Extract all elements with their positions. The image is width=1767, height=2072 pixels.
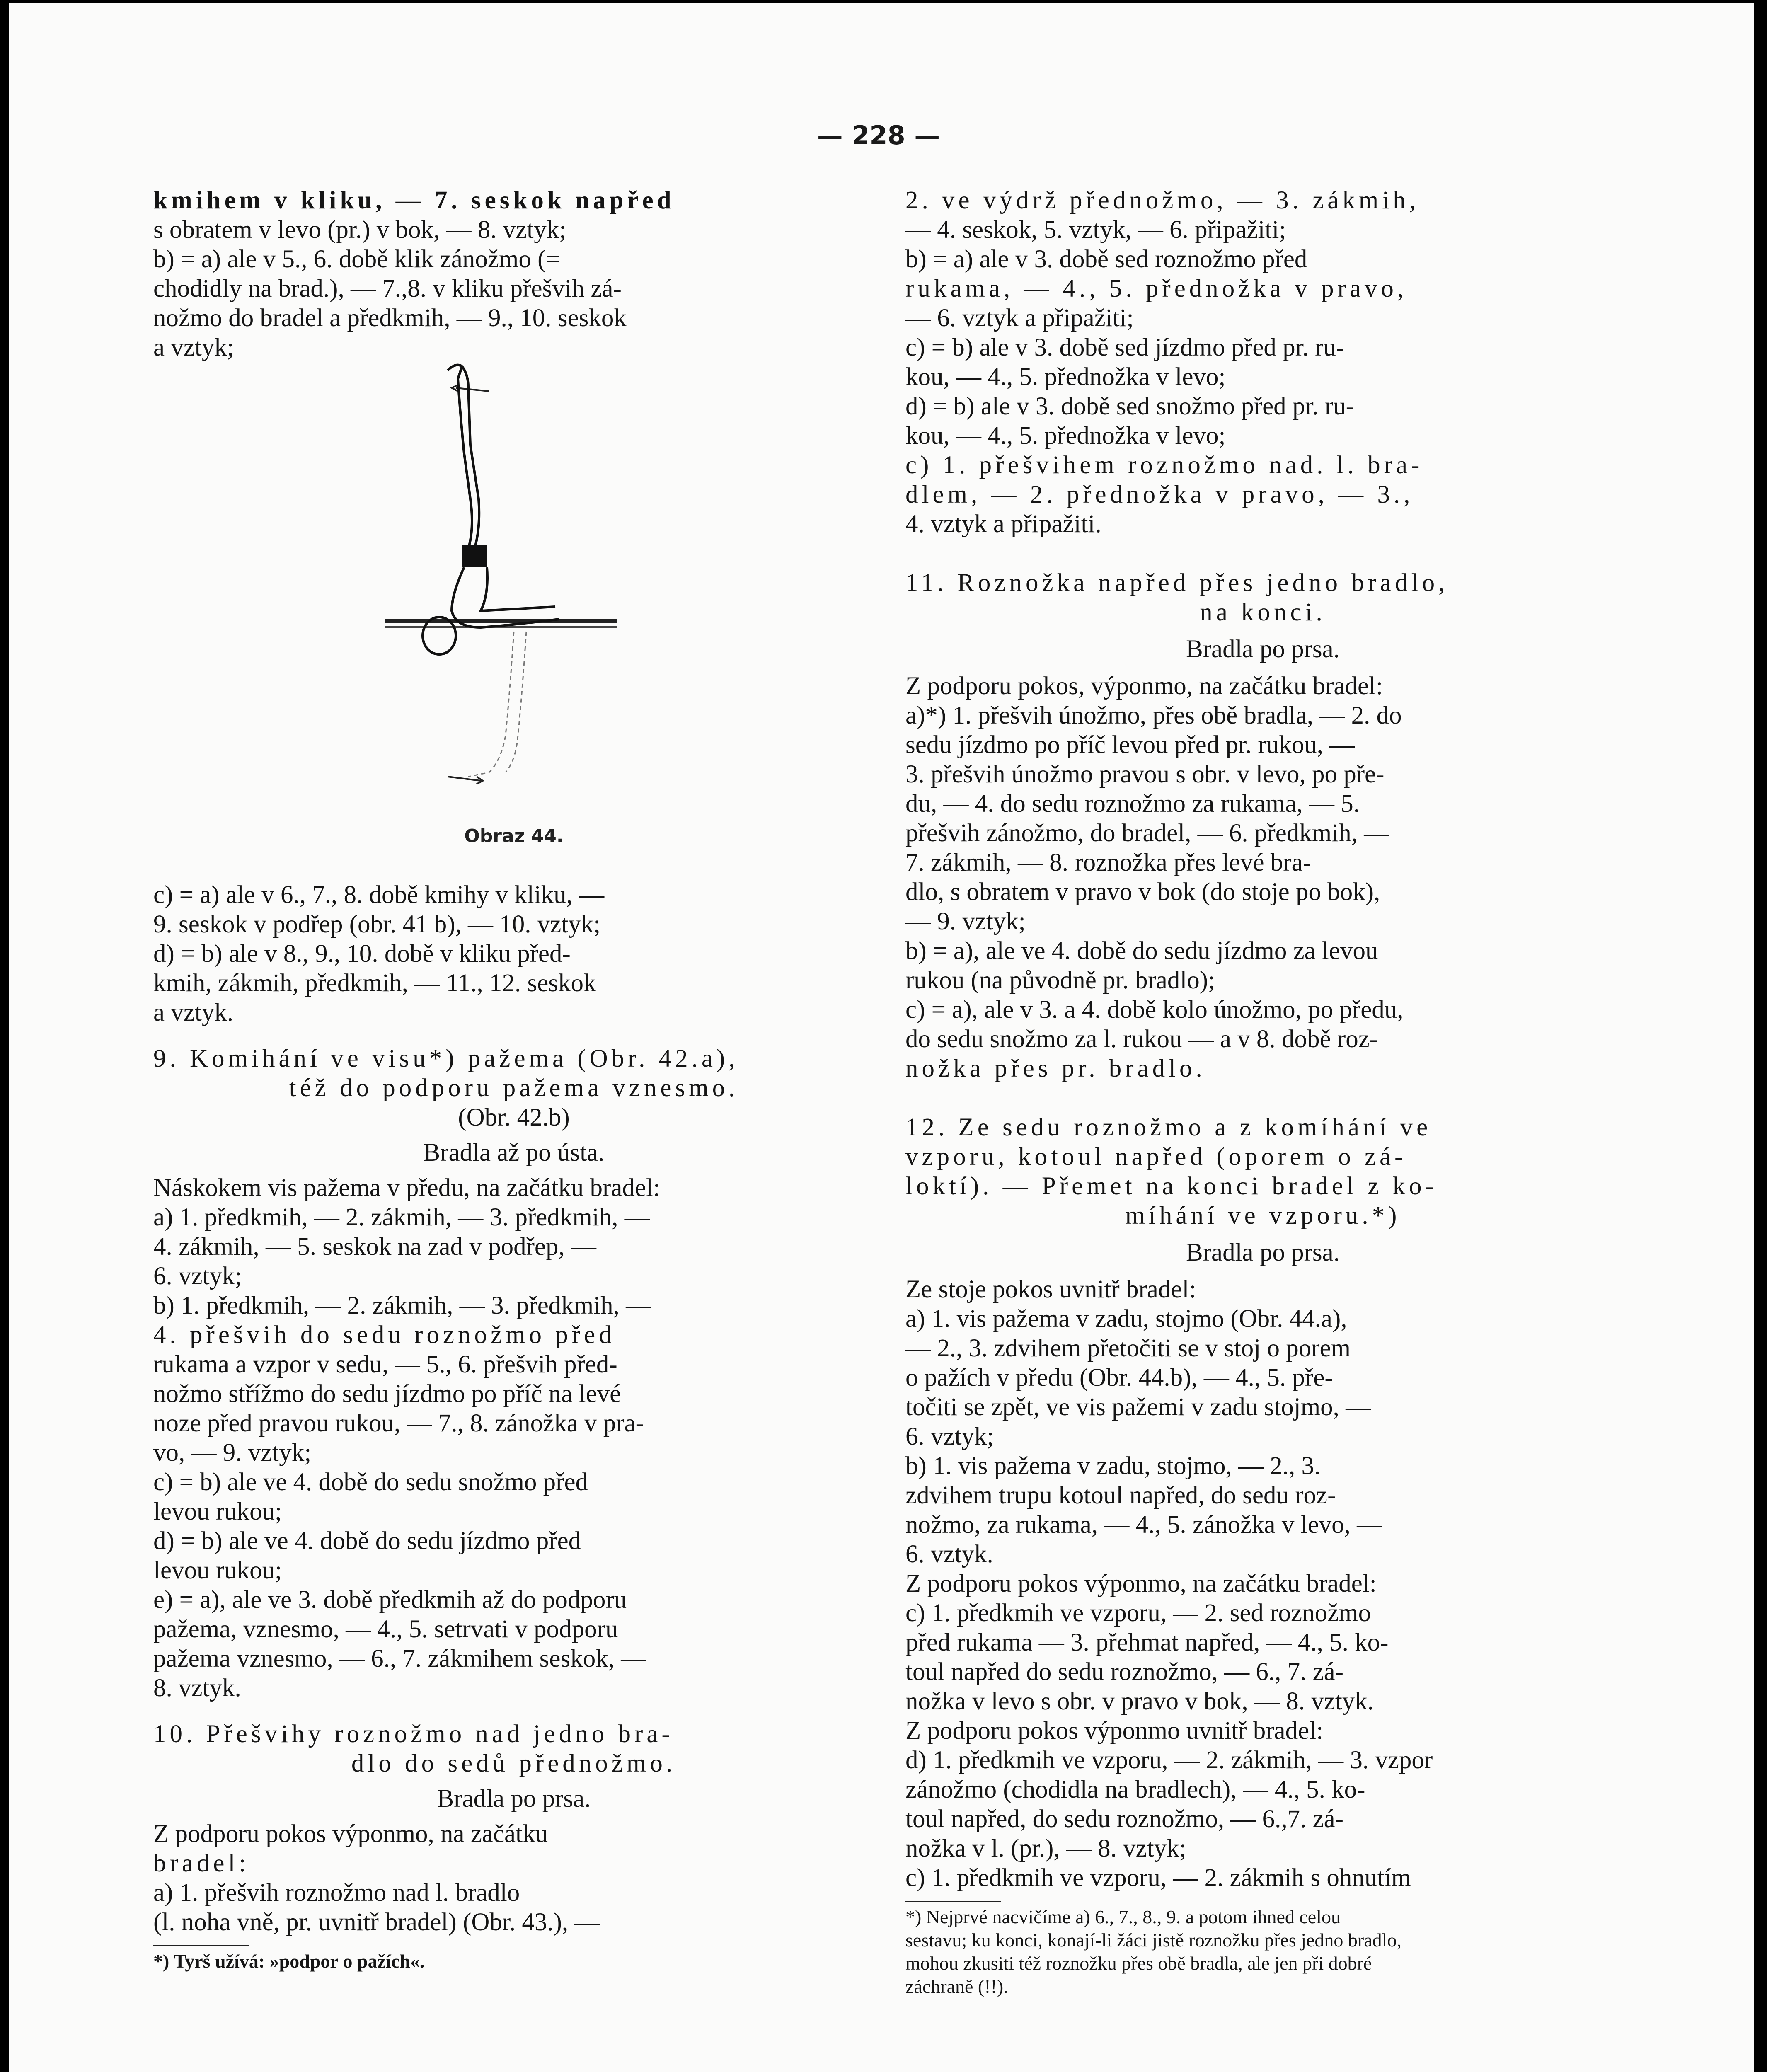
- text-line: rukama, — 4., 5. přednožka v pravo,: [905, 275, 1408, 303]
- text-line: zánožmo (chodidla na bradlech), — 4., 5. ko-: [905, 1776, 1365, 1803]
- text-line: b) 1. předkmih, — 2. zákmih, — 3. předkmih, —: [153, 1292, 651, 1319]
- footnote-rule: [153, 1945, 249, 1946]
- text-line: nožka v l. (pr.), — 8. vztyk;: [905, 1835, 1186, 1862]
- text-line: 6. vztyk;: [905, 1423, 994, 1450]
- gymnast-arm-right: [481, 567, 555, 611]
- right-text-block-a: [905, 186, 1620, 539]
- text-line: c) 1. přešvihem roznožmo nad. l. bra-: [905, 451, 1423, 479]
- text-line: nožka v levo s obr. v pravo v bok, — 8. vztyk.: [905, 1687, 1374, 1715]
- text-line: c) = b) ale ve 4. době do sedu snožmo před: [153, 1468, 588, 1496]
- heading-line: vzporu, kotoul napřed (oporem o zá-: [905, 1143, 1407, 1171]
- text-line: kmihem v kliku, — 7. seskok napřed: [153, 186, 675, 214]
- gymnast-shorts: [462, 545, 487, 567]
- gymnast-figure: [385, 362, 651, 818]
- heading-line: míhání ve vzporu.*): [1125, 1202, 1401, 1230]
- text-line: a) 1. přešvih roznožmo nad l. bradlo: [153, 1879, 520, 1907]
- text-line: nožmo, za rukama, — 4., 5. zánožka v levo, —: [905, 1511, 1382, 1539]
- text-line: c) 1. předkmih ve vzporu, — 2. zákmih s ohnutím: [905, 1864, 1411, 1892]
- ghost-figure-leg: [468, 632, 514, 777]
- text-line: — 9. vztyk;: [905, 908, 1026, 935]
- footnote: *) Tyrš užívá: »podpor o pažích«.: [153, 1951, 425, 1972]
- text-line: chodidly na brad.), — 7.,8. v kliku přešvih zá-: [153, 275, 622, 303]
- section-10-heading: [153, 1719, 874, 1778]
- heading-line: 10. Přešvihy roznožmo nad jedno bra-: [153, 1720, 674, 1748]
- section-12-heading: [905, 1113, 1620, 1230]
- heading-line: dlo do sedů přednožmo.: [351, 1750, 677, 1777]
- text-line: nožmo do bradel a předkmih, — 9., 10. seskok: [153, 304, 627, 332]
- text-line: Ze stoje pokos uvnitř bradel:: [905, 1276, 1196, 1303]
- figure-caption: Obraz 44.: [464, 825, 564, 847]
- bar-rail: [385, 619, 617, 623]
- left-column: [153, 186, 874, 1973]
- text-line: Z podporu pokos výponmo, na začátku bradel:: [905, 1570, 1377, 1598]
- text-line: (l. noha vně, pr. uvnitř bradel) (Obr. 43.), —: [153, 1908, 600, 1936]
- text-line: nožmo střížmo do sedu jízdmo po příč na levé: [153, 1380, 621, 1408]
- text-line: vo, — 9. vztyk;: [153, 1439, 312, 1467]
- text-line: b) = a), ale ve 4. době do sedu jízdmo za levou: [905, 937, 1378, 965]
- text-line: bradel:: [153, 1849, 250, 1877]
- text-line: před rukama — 3. přehmat napřed, — 4., 5. ko-: [905, 1629, 1389, 1656]
- footnote: [905, 1905, 1620, 1998]
- text-line: dlem, — 2. přednožka v pravo, — 3.,: [905, 481, 1414, 508]
- footnote-line: mohou zkusiti též roznožku přes obě bradla, ale jen při dobré: [905, 1953, 1372, 1974]
- text-line: kou, — 4., 5. přednožka v levo;: [905, 363, 1226, 391]
- text-line: toul napřed, do sedu roznožmo, — 6.,7. zá-: [905, 1805, 1344, 1833]
- text-line: c) = b) ale v 3. době sed jízdmo před pr. ru-: [905, 334, 1345, 361]
- footnote-line: záchraně (!!).: [905, 1976, 1008, 1997]
- text-line: a vztyk;: [153, 334, 234, 361]
- text-line: přešvih zánožmo, do bradel, — 6. předkmih, —: [905, 819, 1389, 847]
- text-line: d) 1. předkmih ve vzporu, — 2. zákmih, — 3. vzpor: [905, 1746, 1433, 1774]
- heading-line: (Obr. 42.b): [458, 1104, 570, 1131]
- text-line: pažema, vznesmo, — 4., 5. setrvati v podporu: [153, 1615, 618, 1643]
- section-11-heading: [905, 568, 1620, 627]
- text-line: a) 1. vis pažema v zadu, stojmo (Obr. 44.a),: [905, 1305, 1347, 1333]
- heading-line: 9. Komihání ve visu*) pažema (Obr. 42.a),: [153, 1045, 739, 1072]
- text-line: do sedu snožmo za l. rukou — a v 8. době roz-: [905, 1025, 1378, 1053]
- heading-line: na konci.: [1200, 598, 1326, 626]
- text-line: Z podporu pokos, výponmo, na začátku bradel:: [905, 672, 1383, 700]
- text-line: nožka přes pr. bradlo.: [905, 1055, 1206, 1082]
- text-line: d) = b) ale ve 4. době do sedu jízdmo před: [153, 1527, 581, 1555]
- left-text-block-b: [153, 880, 874, 1027]
- gymnast-torso-arm: [452, 567, 559, 627]
- text-line: b) = a) ale v 5., 6. době klik zánožmo (=: [153, 245, 560, 273]
- text-line: 9. seskok v podřep (obr. 41 b), — 10. vztyk;: [153, 910, 601, 938]
- section-12-text: [905, 1275, 1620, 1893]
- text-line: 4. vztyk a připažiti.: [905, 510, 1101, 538]
- text-line: točiti se zpět, ve vis pažemi v zadu stojmo, —: [905, 1393, 1371, 1421]
- text-line: sedu jízdmo po příč levou před pr. rukou, —: [905, 731, 1355, 759]
- text-line: — 2., 3. zdvihem přetočiti se v stoj o porem: [905, 1334, 1351, 1362]
- text-line: 4. zákmih, — 5. seskok na zad v podřep, —: [153, 1233, 596, 1261]
- text-line: rukou (na původně pr. bradlo);: [905, 966, 1215, 994]
- footnote-line: *) Nejprvé nacvičíme a) 6., 7., 8., 9. a potom ihned celou: [905, 1906, 1341, 1927]
- arrow-bottom: [448, 777, 481, 781]
- text-line: noze před pravou rukou, — 7., 8. zánožka v pra-: [153, 1409, 644, 1437]
- text-line: Z podporu pokos výponmo, na začátku: [153, 1820, 548, 1848]
- text-line: levou rukou;: [153, 1556, 282, 1584]
- heading-line: 12. Ze sedu roznožmo a z komíhání ve: [905, 1113, 1432, 1141]
- text-line: 7. zákmih, — 8. roznožka přes levé bra-: [905, 849, 1312, 876]
- scan-border-right: [1754, 0, 1767, 2072]
- section-9-subheading: Bradla až po ústa.: [423, 1139, 605, 1167]
- text-line: b) = a) ale v 3. době sed roznožmo před: [905, 245, 1307, 273]
- text-line: du, — 4. do sedu roznožmo za rukama, — 5.: [905, 790, 1360, 818]
- text-line: e) = a), ale ve 3. době předkmih až do podporu: [153, 1586, 627, 1614]
- text-line: c) 1. předkmih ve vzporu, — 2. sed roznožmo: [905, 1599, 1371, 1627]
- text-line: — 4. seskok, 5. vztyk, — 6. připažiti;: [905, 216, 1286, 244]
- text-line: 2. ve výdrž přednožmo, — 3. zákmih,: [905, 186, 1419, 214]
- right-column: [905, 186, 1620, 1998]
- heading-line: loktí). — Přemet na konci bradel z ko-: [905, 1172, 1438, 1200]
- text-line: d) = b) ale v 8., 9., 10. době v kliku před-: [153, 940, 571, 968]
- text-line: c) = a), ale v 3. a 4. době kolo únožmo, po předu,: [905, 996, 1404, 1024]
- text-line: a) 1. předkmih, — 2. zákmih, — 3. předkmih, —: [153, 1203, 650, 1231]
- section-9-heading: [153, 1044, 874, 1132]
- text-line: toul napřed do sedu roznožmo, — 6., 7. zá-: [905, 1658, 1344, 1686]
- section-11-subheading: Bradla po prsa.: [1186, 635, 1340, 663]
- text-line: a)*) 1. přešvih únožmo, přes obě bradla, — 2. do: [905, 702, 1402, 729]
- left-text-block-a: [153, 186, 874, 362]
- footnote-rule: [905, 1901, 1001, 1902]
- text-line: s obratem v levo (pr.) v bok, — 8. vztyk;: [153, 216, 566, 244]
- section-11-text: [905, 671, 1620, 1083]
- text-line: 6. vztyk.: [905, 1540, 993, 1568]
- text-line: — 6. vztyk a připažiti;: [905, 304, 1134, 332]
- text-line: 4. přešvih do sedu roznožmo před: [153, 1321, 615, 1349]
- text-line: a vztyk.: [153, 999, 234, 1026]
- text-line: pažema vznesmo, — 6., 7. zákmihem seskok, —: [153, 1645, 646, 1673]
- text-line: c) = a) ale v 6., 7., 8. době kmihy v kliku, —: [153, 881, 605, 909]
- text-line: kmih, zákmih, předkmih, — 11., 12. seskok: [153, 969, 596, 997]
- heading-line: též do podporu pažema vznesmo.: [289, 1074, 739, 1102]
- section-12-subheading: Bradla po prsa.: [1186, 1239, 1340, 1266]
- text-line: d) = b) ale v 3. době sed snožmo před pr. ru-: [905, 392, 1354, 420]
- text-line: rukama a vzpor v sedu, — 5., 6. přešvih před-: [153, 1351, 617, 1378]
- arrow-top: [456, 388, 489, 391]
- text-line: dlo, s obratem v pravo v bok (do stoje po bok),: [905, 878, 1380, 906]
- text-line: b) 1. vis pažema v zadu, stojmo, — 2., 3.: [905, 1452, 1321, 1480]
- text-line: zdvihem trupu kotoul napřed, do sedu roz-: [905, 1481, 1336, 1509]
- heading-line: 11. Roznožka napřed přes jedno bradlo,: [905, 569, 1449, 597]
- text-line: levou rukou;: [153, 1498, 282, 1525]
- text-line: Náskokem vis pažema v předu, na začátku bradel:: [153, 1174, 660, 1202]
- footnote-line: sestavu; ku konci, konají-li žáci jistě roznožku přes jedno bradlo,: [905, 1929, 1401, 1951]
- text-line: o pažích v předu (Obr. 44.b), — 4., 5. pře-: [905, 1364, 1333, 1392]
- page-number: — 228 —: [817, 120, 940, 150]
- text-line: 6. vztyk;: [153, 1262, 242, 1290]
- section-10-text: [153, 1819, 874, 1937]
- text-line: Z podporu pokos výponmo uvnitř bradel:: [905, 1717, 1324, 1745]
- text-line: kou, — 4., 5. přednožka v levo;: [905, 422, 1226, 450]
- text-line: 8. vztyk.: [153, 1674, 241, 1702]
- section-10-subheading: Bradla po prsa.: [437, 1785, 591, 1813]
- text-line: 3. přešvih únožmo pravou s obr. v levo, po pře-: [905, 760, 1385, 788]
- section-9-text: [153, 1173, 874, 1703]
